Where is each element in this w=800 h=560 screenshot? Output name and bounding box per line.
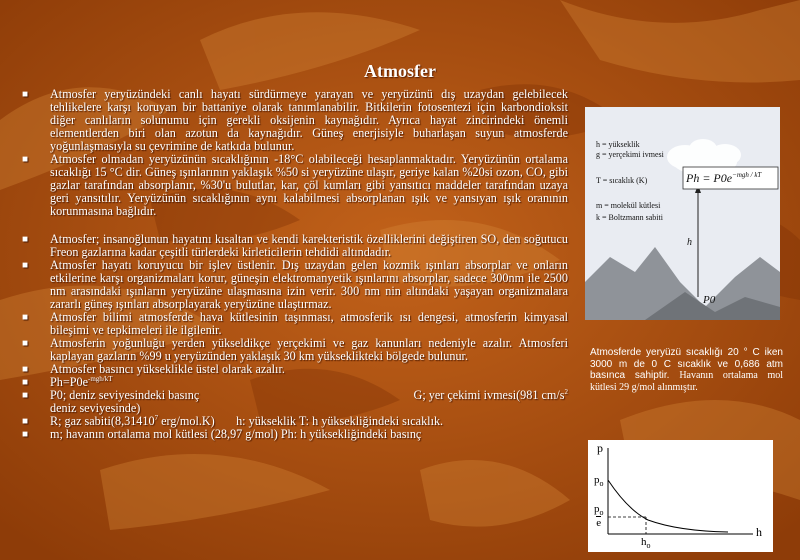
- legend-k: k = Boltzmann sabiti: [596, 213, 663, 222]
- bullet-square-icon: ■: [22, 312, 29, 323]
- bullet-item: [22, 337, 568, 363]
- bullet-square-icon: ■: [22, 338, 29, 349]
- def-r-sup: 7: [154, 413, 159, 422]
- formula-exp: −mgh / kT: [732, 171, 762, 179]
- bullet-text: Atmosferin yoğunluğu yerden yükseldikçe yerçekimi ve gaz kanunları nedeniyle azalır. Atmosferi kaplayan gazların %99 u yeryüzünden yaklaşık 30 km yükseklikteki bölgede bulunur.: [50, 336, 568, 363]
- legend-h: h = yükseklik: [596, 140, 640, 149]
- bullet-item: [22, 88, 568, 153]
- h0-h: h: [641, 536, 647, 548]
- def-g-label: G; yer çekimi ivmesi(981 cm/s: [413, 388, 565, 402]
- axis-h-label: h: [756, 525, 762, 539]
- def-g-sup: 2: [564, 387, 568, 396]
- bullet-square-icon: ■: [22, 89, 29, 100]
- bullet-text: Atmosfer bilimi atmosferde hava kütlesinin taşınması, atmosferik ısı dengesi, atmosferin kimyasal bileşimi ve tepkimeleri ile ilgilenir.: [50, 310, 568, 337]
- bullet-text: Atmosfer yeryüzündeki canlı hayatı sürdürmeye yarayan ve yeryüzünü dış uzaydan gelebilecek tehlikelere karşı koruyan bir battaniye olarak tanımlanabilir. Bitkilerin fotosentezi için karbondioksit diğer canlıların solunumu için gerekli oksijenin kaynağıdır. Ayrıca hayat zincirindeki önemli elementlerden biri olan azotun da kaynağıdır. Güneş enerjisiyle buharlaşan suyun atmosferde yoğunlaşmasıyla su çevrimine de katkıda bulunur.: [50, 87, 568, 153]
- def-m-text: m; havanın ortalama mol kütlesi (28,97 g/mol) Ph: h yüksekliğindeki basınç: [50, 427, 422, 441]
- p0-p: p: [594, 474, 600, 486]
- def-g-text: [414, 389, 568, 402]
- caption: [590, 347, 783, 393]
- pressure-height-plot: [588, 440, 773, 552]
- p0-sub: o: [599, 479, 604, 489]
- p0e-p: p: [594, 503, 600, 515]
- def-h-text: h: yükseklik T: h yüksekliğindeki sıcaklık.: [236, 414, 444, 428]
- bullet-square-icon: ■: [22, 234, 29, 245]
- bullet-text: Atmosfer; insanoğlunun hayatını kısaltan ve kendi karekteristik özelliklerini değiştiren SO, den soğutucu Freon gazlarına kadar çeşitli türlerdeki kirleticilerin tehdidi altındadır.: [50, 232, 568, 259]
- bullet-list: [22, 88, 568, 441]
- formula-exponent: -mgh/kT: [88, 374, 113, 383]
- bullet-text: Atmosfer hayatı koruyucu bir işlev üstlenir. Dış uzaydan gelen kozmik ışınları absorplar ve onların etkilerine karşı organizmaları korur, güneşin elektromanyetik ışınlarını absorplar, sadece 300nm ile 2500 nm arasındaki ışınların yeryüzüne ulaşmasına izin verir. 300 nm nin altındaki yaşayan organizmalara zararlı güneş ışınları absorplayarak yeryüzüne ulaştırmaz.: [50, 258, 568, 311]
- p0-label: P0: [703, 294, 716, 306]
- bullet-square-icon: ■: [22, 260, 29, 271]
- p0e-sub: o: [599, 508, 604, 518]
- axis-p-label: p: [597, 441, 603, 455]
- bullet-item-def-m: [22, 428, 568, 441]
- legend-g: g = yerçekimi ivmesi: [596, 150, 664, 159]
- formula-text: Ph=P0e: [50, 375, 89, 389]
- bullet-text: Atmosfer basıncı yükseklikle üstel olarak azalır.: [50, 362, 285, 376]
- bullet-square-icon: ■: [22, 390, 29, 401]
- def-p0-text: P0; deniz seviyesindeki basınç: [50, 388, 200, 402]
- bullet-square-icon: ■: [22, 364, 29, 375]
- legend-m: m = molekül kütlesi: [596, 201, 661, 210]
- bullet-item: [22, 311, 568, 337]
- formula-lhs: Ph = P0e: [686, 171, 733, 185]
- h-label: h: [687, 237, 692, 248]
- bullet-item: [22, 233, 568, 259]
- p0e-e: e: [596, 517, 602, 530]
- def-r-text: R; gaz sabiti(8,31410: [50, 414, 155, 428]
- bullet-square-icon: ■: [22, 377, 29, 388]
- caption-sans: Atmosferde yeryüzü sıcaklığı 20 ° C iken 3000 m de 0 C sıcaklık ve 0,686 atm basınca sahiptir.: [590, 347, 783, 381]
- h0-sub: o: [646, 541, 651, 551]
- def-r-mid: erg/mol.K): [161, 414, 215, 428]
- bullet-item: [22, 153, 568, 218]
- atmosphere-figure: [585, 107, 780, 320]
- slide-title: Atmosfer: [364, 61, 436, 81]
- h0-tick-label: [641, 536, 651, 550]
- formula-box: [686, 171, 761, 186]
- p0e-tick-label: [594, 504, 604, 528]
- bullet-item-def-p0: [22, 389, 568, 415]
- bullet-text: Atmosfer olmadan yeryüzünün sıcaklığının -18°C olabileceği hesaplanmaktadır. Yeryüzünün ortalama sıcaklığı 15 °C dir. Güneş ışınlarının yaklaşık %50 si yeryüzüne ulaşır, geriye kalan %20si ozon, CO, gibi gazlar tarafından absorplanır, %30'u bulutlar, kar, çöl kumları gibi yansıtıcı maddeler tarafından uzaya geri yansıtılır. Yeryüzünün sıcaklığının aynı kalabilmesi absorplanan ışık ve yansıyan ışık oranının korunmasına bağlıdır.: [50, 152, 568, 218]
- caption-serif: Havanın ortalama mol kütlesi 29 g/mol alınmıştır.: [590, 370, 784, 393]
- pressure-curve: [608, 480, 728, 532]
- bullet-square-icon: ■: [22, 154, 29, 165]
- bullet-square-icon: ■: [22, 416, 29, 427]
- bullet-item: [22, 259, 568, 311]
- p0-tick-label: [594, 474, 604, 488]
- legend-t: T = sıcaklık (K): [596, 176, 648, 185]
- def-p0-cont: deniz seviyesinde): [50, 401, 141, 415]
- bullet-square-icon: ■: [22, 429, 29, 440]
